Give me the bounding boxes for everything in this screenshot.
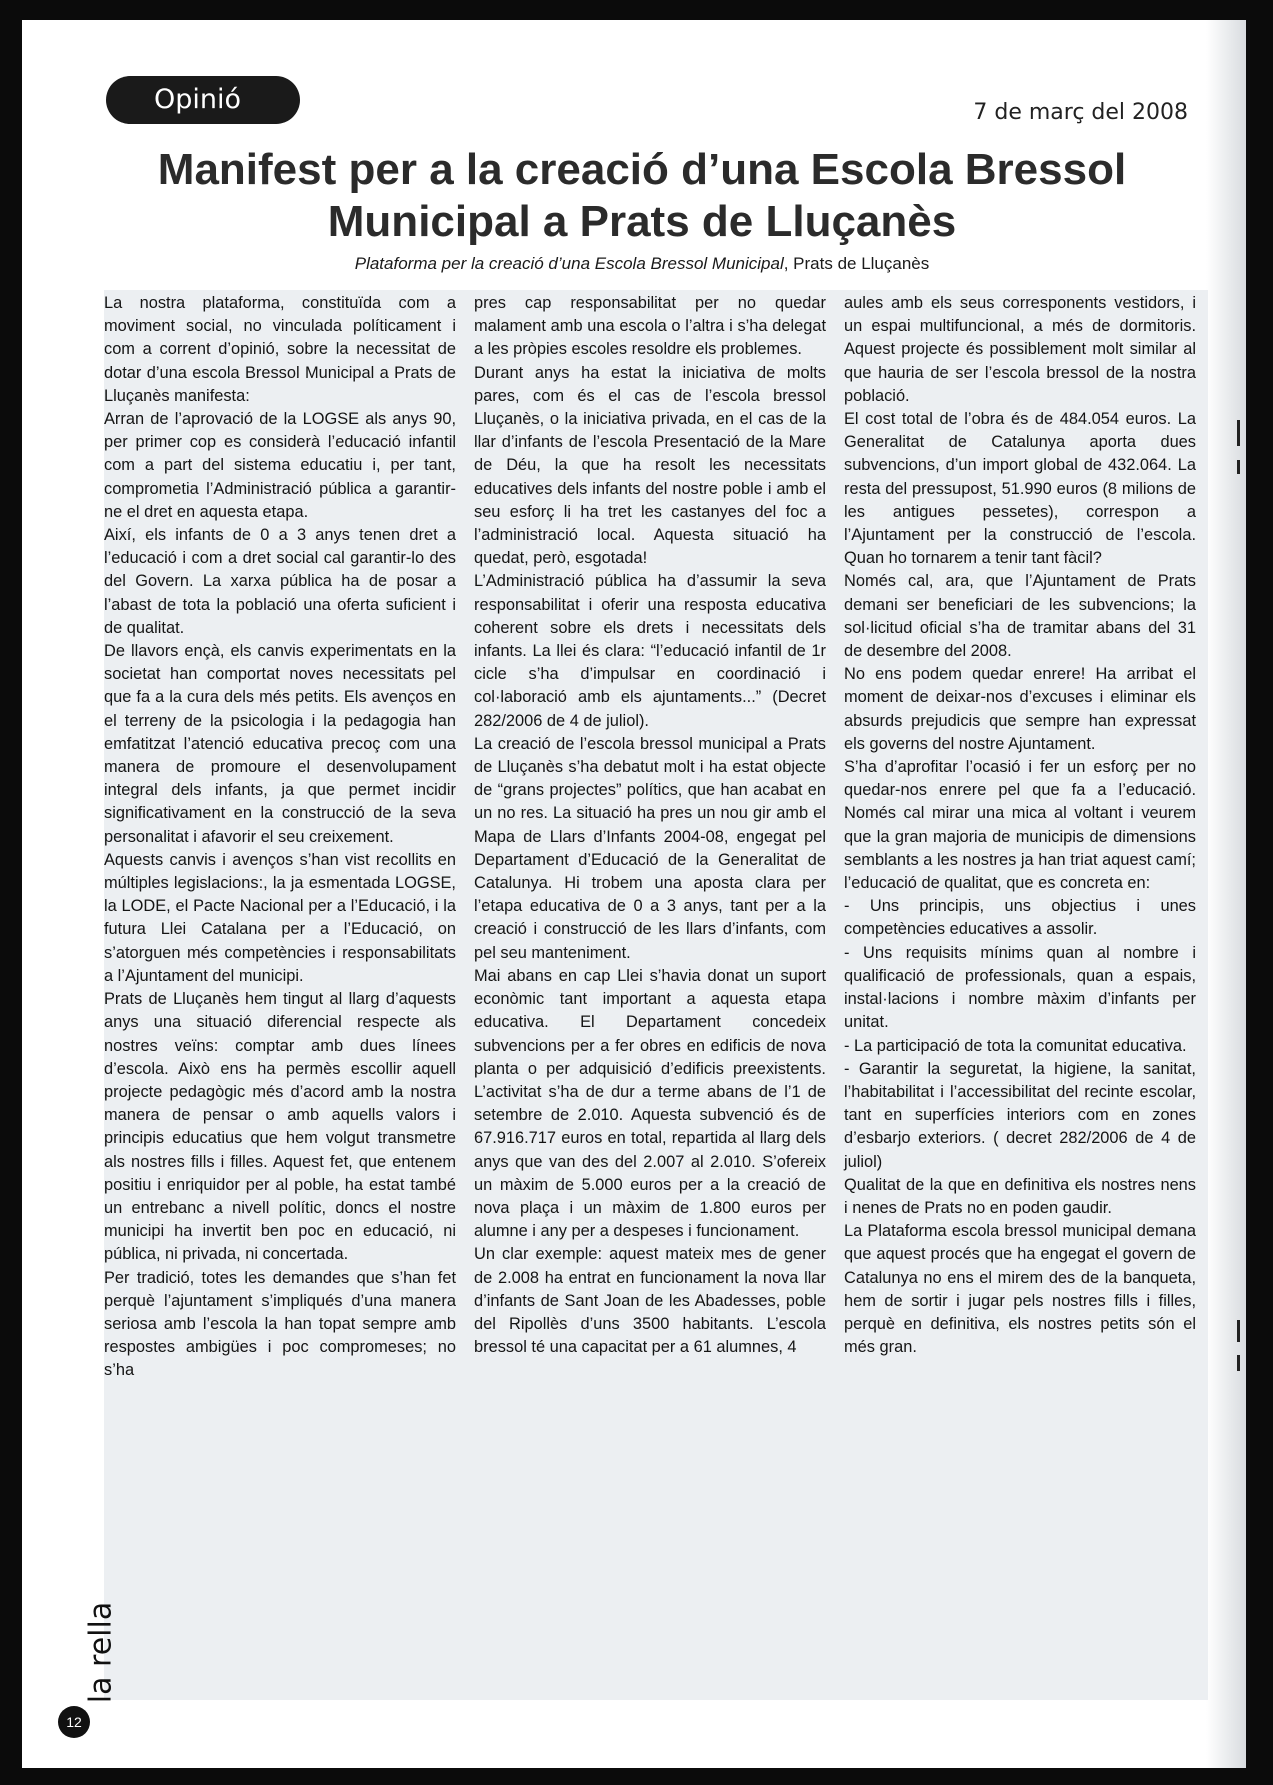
edge-mark	[1237, 1320, 1240, 1342]
article-column-2	[474, 292, 826, 1359]
paragraph: - Uns requisits mínims quan al nombre i qualificació de professionals, quan a espais, instal·lacions i nombre màxim d’infants per unitat.	[844, 943, 1196, 1032]
paragraph: Durant anys ha estat la iniciativa de molts pares, com és el cas de l’escola bressol Lluçanès, o la iniciativa privada, en el cas de la llar d’infants de l’escola Presentació de la Mare de Déu, la que ha resolt les necessitats educatives dels infants del nostre poble i amb el seu esforç li ha tret les castanyes del foc a l’administració local. Aquesta situació ha quedat, però, esgotada!	[474, 363, 826, 568]
paragraph: pres cap responsabilitat per no quedar malament amb una escola o l’altra i s’ha delegat a les pròpies escoles resoldre els problemes.	[474, 294, 826, 359]
paragraph: Per tradició, totes les demandes que s’han fet perquè l’ajuntament s’impliqués d’una manera seriosa amb l’escola la han topat sempre amb respostes ambigües i poc compromeses; no s’ha	[104, 1268, 456, 1380]
paragraph: La creació de l’escola bressol municipal a Prats de Lluçanès s’ha debatut molt i ha estat objecte de “grans projectes” polítics, que han acabat en un no res. La situació ha pres un nou gir amb el Mapa de Llars d’Infants 2004-08, engegat pel Departament d’Educació de la Generalitat de Catalunya. Hi trobem una aposta clara per l’etapa educativa de 0 a 3 anys, tant per a la creació i construcció de les llars d’infants, com pel seu manteniment.	[474, 734, 826, 962]
paragraph: Aquests canvis i avenços s’han vist recollits en múltiples legislacions:, la ja esmentada LOGSE, la LODE, el Pacte Nacional per a l’Educació, i la futura Llei Catalana per a l’Educació, on s’atorguen més competències i responsabilitats a l’Ajuntament del municipi.	[104, 850, 456, 985]
paragraph: Qualitat de la que en definitiva els nostres nens i nenes de Prats no en poden gaudir.	[844, 1175, 1196, 1217]
paragraph: Només cal, ara, que l’Ajuntament de Prats demani ser beneficiari de les subvencions; la sol·licitud oficial s’ha de tramitar abans del 31 de desembre del 2008.	[844, 572, 1196, 661]
paragraph: Mai abans en cap Llei s’havia donat un suport econòmic tant important a aquesta etapa educativa. El Departament concedeix subvencions per a fer obres en edificis de nova planta o per adquisició d’edificis preexistents. L’activitat s’ha de dur a terme abans de l’1 de setembre de 2.010. Aquesta subvenció és de 67.916.717 euros en total, repartida al llarg dels anys que van des del 2.007 al 2.010. S’ofereix un màxim de 5.000 euros per a la creació de nova plaça i un màxim de 1.800 euros per alumne i any per a despeses i funcionament.	[474, 966, 826, 1241]
publication-name	[78, 1585, 118, 1715]
magazine-page	[22, 20, 1246, 1768]
paragraph: L’Administració pública ha d’assumir la seva responsabilitat i oferir una resposta educativa coherent sobre els drets i necessitats dels infants. La llei és clara: “l’educació infantil de 1r cicle s’ha d’impulsar en coordinació i col·laboració amb els ajuntaments...” (Decret 282/2006 de 4 de juliol).	[474, 572, 826, 730]
article-column-1	[104, 292, 456, 1383]
edge-mark	[1237, 420, 1240, 446]
paragraph: - La participació de tota la comunitat educativa.	[844, 1036, 1187, 1055]
paragraph: Un clar exemple: aquest mateix mes de gener de 2.008 ha entrat en funcionament la nova llar d’infants de Sant Joan de les Abadesses, poble del Ripollès d’uns 3500 habitants. L’escola bressol té una capacitat per a 61 alumnes, 4	[474, 1245, 826, 1357]
edge-mark	[1237, 1355, 1240, 1371]
byline-organization: Plataforma per la creació d’una Escola Bressol Municipal	[354, 254, 784, 273]
paragraph: La Plataforma escola bressol municipal demana que aquest procés que ha engegat el govern de Catalunya no ens el mirem des de la banqueta, hem de sortir i jugar pels nostres fills i filles, perquè en definitiva, els nostres petits són el més gran.	[844, 1222, 1196, 1357]
section-label: Opinió	[106, 76, 300, 124]
paragraph: De llavors ençà, els canvis experimentats en la societat han comportat noves necessitats pel que fa a la cura dels més petits. Els avenços en el terreny de la psicologia i la pedagogia han emfatitzat l’atenció educativa precoç com una manera de promoure el desenvolupament integral dels infants, ja que permet incidir significativament en la construcció de la seva personalitat i afavorir el seu creixement.	[104, 642, 456, 846]
page-edge-shadow	[1206, 20, 1246, 1768]
paragraph: Prats de Lluçanès hem tingut al llarg d’aquests anys una situació diferencial respecte als nostres veïns: comptar amb dues línees d’escola. Això ens ha permès escollir aquell projecte pedagògic més d’acord amb la nostra manera de pensar o amb aquells valors i principis educatius que hem volgut transmetre als nostres fills i filles. Aquest fet, que entenem positiu i enriquidor per al poble, ha estat també un entrebanc a nivell polític, doncs el nostre municipi ha invertit ben poc en educació, ni pública, ni privada, ni concertada.	[104, 990, 456, 1264]
publication-name-text: la rella	[83, 1601, 119, 1704]
edge-mark	[1237, 460, 1240, 474]
article-byline	[92, 254, 1192, 274]
paragraph: Arran de l’aprovació de la LOGSE als anys 90, per primer cop es considerà l’educació infantil com a part del sistema educatiu i, per tant, comprometia l’Administració pública a garantir-ne el dret en aquesta etapa.	[104, 410, 456, 521]
paragraph: - Uns principis, uns objectius i unes competències educatives a assolir.	[844, 897, 1196, 939]
page-number: 12	[58, 1706, 90, 1738]
byline-place: , Prats de Lluçanès	[783, 254, 930, 273]
paragraph: S’ha d’aprofitar l’ocasió i fer un esforç per no quedar-nos enrere pel que fa a l’educació. Només cal mirar una mica al voltant i veurem que la gran majoria de municipis de dimensions semblants a les nostres ja han triat aquest camí; l’educació de qualitat, que es concreta en:	[844, 758, 1196, 893]
paragraph: No ens podem quedar enrere! Ha arribat el moment de deixar-nos d’excuses i eliminar els absurds prejudicis que sempre han expressat els governs del nostre Ajuntament.	[844, 665, 1196, 753]
paragraph: El cost total de l’obra és de 484.054 euros. La Generalitat de Catalunya aporta dues subvencions, d’un import global de 432.064. La resta del pressupost, 51.990 euros (8 milions de les antigues pessetes), correspon a l’Ajuntament per la construcció de l’escola. Quan ho tornarem a tenir tant fàcil?	[844, 410, 1196, 568]
article-title: Manifest per a la creació d’una Escola Bressol Municipal a Prats de Lluçanès	[157, 145, 1127, 246]
article-column-3	[844, 292, 1196, 1359]
paragraph: La nostra plataforma, constituïda com a moviment social, no vinculada políticament i com a corrent d’opinió, sobre la necessitat de dotar d’una escola Bressol Municipal a Prats de Lluçanès manifesta:	[104, 294, 456, 405]
paragraph: - Garantir la seguretat, la higiene, la sanitat, l’habitabilitat i l’accessibilitat del recinte escolar, tant en superfícies interiors com en zones d’esbarjo exteriors. ( decret 282/2006 de 4 de juliol)	[844, 1059, 1196, 1171]
paragraph: Així, els infants de 0 a 3 anys tenen dret a l’educació i com a dret social cal garantir-lo des del Govern. La xarxa pública ha de posar a l’abast de tota la població una oferta suficient i de qualitat.	[104, 526, 456, 637]
paragraph: aules amb els seus corresponents vestidors, i un espai multifuncional, a més de dormitoris. Aquest projecte és possiblement molt similar al que hauria de ser l’escola bressol de la nostra població.	[844, 294, 1196, 405]
issue-date: 7 de març del 2008	[973, 100, 1188, 125]
